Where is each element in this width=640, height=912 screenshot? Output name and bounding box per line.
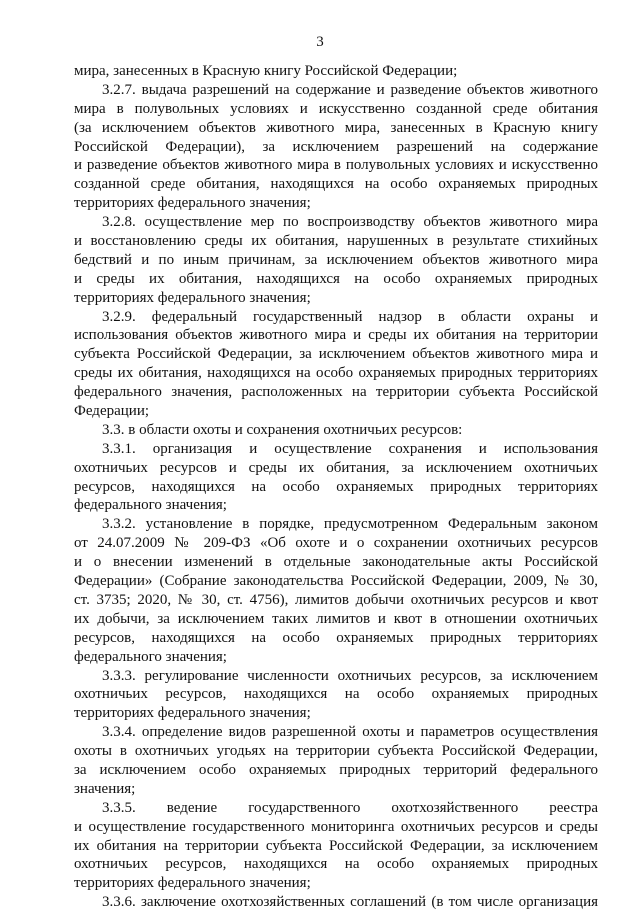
text-line: 3.3.2. установление в порядке, предусмотренном Федеральным законом (102, 516, 598, 533)
text-line: 3.3.3. регулирование численности охотничьих ресурсов, за исключением (102, 667, 598, 684)
text-line: ресурсов, находящихся на особо охраняемых природных территориях (74, 478, 598, 495)
page-number: 3 (316, 34, 324, 50)
text-line: охоты в охотничьих угодьях на территории субъекта Российской Федерации, (74, 743, 598, 760)
text-line: их добычи, за исключением таких лимитов и квот в отношении охотничьих (74, 610, 598, 627)
text-line: их обитания на территории субъекта Российской Федерации, за исключением (74, 837, 598, 854)
text-line: федерального значения, расположенных на территории субъекта Российской (74, 384, 598, 401)
text-line: Федерации» (Собрание законодательства Российской Федерации, 2009, № 30, (74, 573, 598, 590)
text-line: бедствий и по иным причинам, за исключением объектов животного мира (74, 251, 598, 268)
text-line: Федерации; (74, 403, 150, 420)
text-line: среды их обитания, находящихся на особо охраняемых природных территориях (74, 365, 598, 382)
text-line: 3.3.5. ведение государственного охотхозяйственного реестра (102, 799, 598, 816)
text-line: 3.2.8. осуществление мер по воспроизводству объектов животного мира (102, 214, 598, 231)
text-line: федерального значения; (74, 497, 227, 514)
text-line: 3.2.7. выдача разрешений на содержание и разведение объектов животного (102, 81, 598, 98)
text-line: значения; (74, 780, 136, 797)
text-line: (за исключением объектов животного мира, занесенных в Красную книгу (74, 119, 598, 136)
text-line: и о внесении изменений в отдельные законодательные акты Российской (74, 554, 598, 571)
text-line: и восстановлению среды их обитания, нарушенных в результате стихийных (74, 233, 598, 250)
text-line: территориях федерального значения; (74, 705, 311, 722)
text-line: и разведение объектов животного мира в полувольных условиях и искусственно (74, 157, 598, 174)
text-line: охотничьих ресурсов, находящихся на особо охраняемых природных (74, 686, 598, 703)
text-line: 3.3.6. заключение охотхозяйственных соглашений (в том числе организация (102, 894, 598, 911)
text-line: за исключением особо охраняемых природных территорий федерального (74, 761, 598, 778)
text-line: 3.3. в области охоты и сохранения охотничьих ресурсов: (102, 421, 463, 438)
text-line: от 24.07.2009 № 209-ФЗ «Об охоте и о сохранении охотничьих ресурсов (74, 535, 598, 552)
text-line: использования объектов животного мира и среды их обитания на территории (74, 327, 598, 344)
text-line: ресурсов, находящихся на особо охраняемых природных территориях (74, 629, 598, 646)
text-line: 3.3.4. определение видов разрешенной охоты и параметров осуществления (102, 724, 598, 741)
text-line: территориях федерального значения; (74, 195, 311, 212)
text-line: 3.3.1. организация и осуществление сохранения и использования (102, 440, 598, 457)
text-line: мира в полувольных условиях и искусственно созданной среде обитания (74, 100, 598, 117)
document-body (74, 62, 598, 912)
text-line: и осуществление государственного мониторинга охотничьих ресурсов и среды (74, 818, 598, 835)
text-line: ст. 3735; 2020, № 30, ст. 4756), лимитов добычи охотничьих ресурсов и квот (74, 591, 598, 608)
text-line: 3.2.9. федеральный государственный надзор в области охраны и (102, 308, 598, 325)
text-line: территориях федерального значения; (74, 875, 311, 892)
text-line: территориях федерального значения; (74, 289, 311, 306)
text-line: созданной среде обитания, находящихся на особо охраняемых природных (74, 176, 598, 193)
text-line: охотничьих ресурсов, находящихся на особо охраняемых природных (74, 856, 598, 873)
text-line: Российской Федерации), за исключением разрешений на содержание (74, 138, 598, 155)
text-line: охотничьих ресурсов и среды их обитания, за исключением охотничьих (74, 459, 598, 476)
text-line: федерального значения; (74, 648, 227, 665)
text-line: мира, занесенных в Красную книгу Российской Федерации; (74, 63, 458, 79)
text-line: субъекта Российской Федерации, за исключением объектов животного мира и (74, 346, 598, 363)
text-line: и среды их обитания, находящихся на особо охраняемых природных (74, 270, 598, 287)
